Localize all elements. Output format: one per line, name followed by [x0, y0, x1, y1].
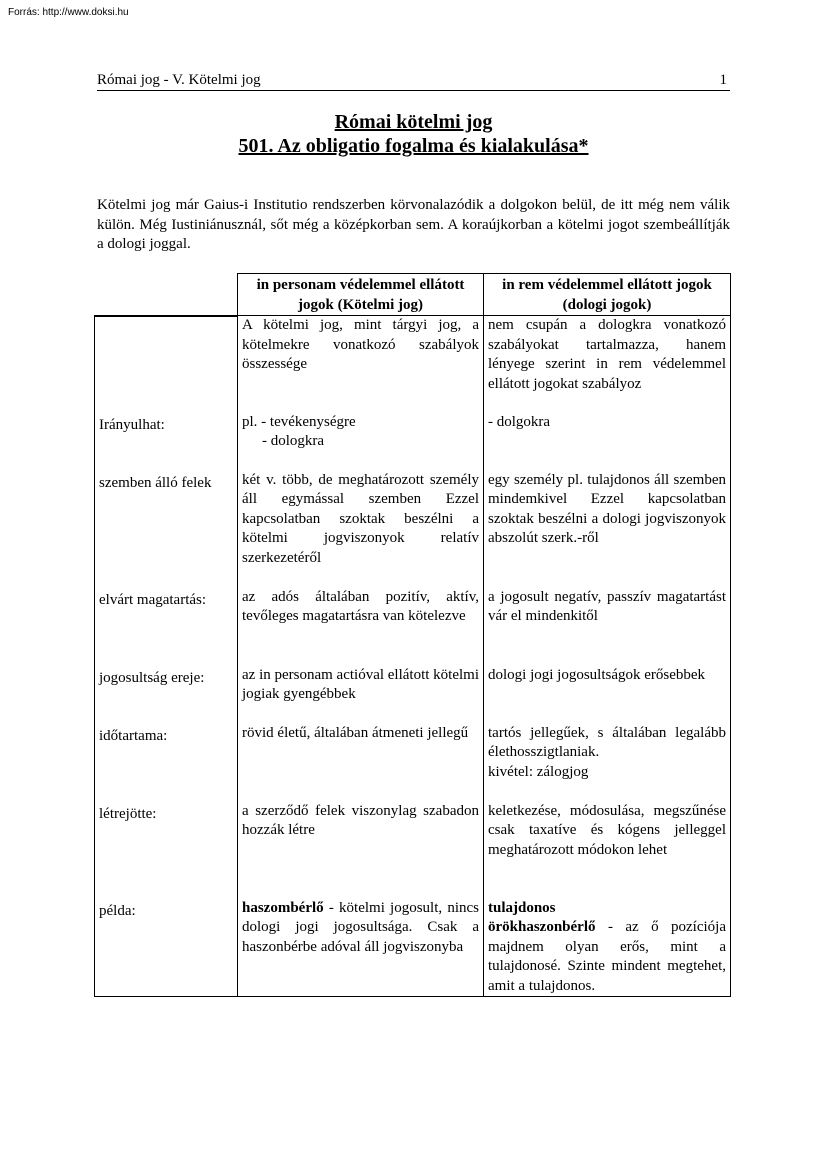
source-line: Forrás: http://www.doksi.hu — [8, 7, 129, 18]
cell-rem: a jogosult negatív, passzív magatartást vár el mindenkitől — [484, 588, 731, 666]
cell-rem: keletkezése, módosulása, megszűnése csak taxatíve és kógens jelleggel meghatározott módokon lehet — [484, 802, 731, 899]
row-label: időtartama: — [95, 724, 238, 802]
table-row — [95, 802, 731, 899]
cell-personam: az adós általában pozitív, aktív, tevőleges magatartásra van kötelezve — [238, 588, 484, 666]
title-line-1: Római kötelmi jog — [334, 111, 493, 133]
table-row — [95, 588, 731, 666]
title-line-2: 501. Az obligatio fogalma és kialakulása* — [238, 135, 589, 157]
row-label: Irányulhat: — [95, 413, 238, 471]
page-header — [97, 72, 730, 91]
row-label: szemben álló felek — [95, 471, 238, 588]
cell-personam-text: - kötelmi jogosult, nincs dologi jogi jogosultsága. Csak a haszonbérbe adóval áll jogviszonyba — [242, 899, 479, 955]
cell-rem: dologi jogi jogosultságok erősebbek — [484, 666, 731, 724]
row-label: jogosultság ereje: — [95, 666, 238, 724]
table-row — [95, 413, 731, 471]
table-row — [95, 471, 731, 588]
document-title — [97, 110, 730, 158]
cell-rem: nem csupán a dologkra vonatkozó szabályokat tartalmazza, hanem lényege szerint in rem védelemmel ellátott jogokat szabályoz — [484, 316, 731, 413]
cell-personam-line-2: - dologkra — [262, 433, 325, 449]
term-bold: örökhaszonbérlő — [488, 919, 596, 935]
cell-rem: egy személy pl. tulajdonos áll szemben mindemkivel Ezzel kapcsolatban szoktak beszélni a dologi jogviszonyok abszolút szerk.-ről — [484, 471, 731, 588]
table-row — [95, 724, 731, 802]
cell-personam: A kötelmi jog, mint tárgyi jog, a kötelmekre vonatkozó szabályok összessége — [238, 316, 484, 413]
table-row — [95, 666, 731, 724]
cell-personam-line-1: pl. - tevékenységre — [242, 413, 356, 430]
header-title: Római jog - V. Kötelmi jog — [97, 72, 261, 88]
cell-rem — [484, 724, 731, 802]
cell-rem-exception: kivétel: zálogjog — [488, 763, 589, 780]
row-label: példa: — [95, 899, 238, 997]
header-personam: in personam védelemmel ellátott jogok (Kötelmi jog) — [238, 274, 484, 316]
header-rem: in rem védelemmel ellátott jogok (dologi jogok) — [484, 274, 731, 316]
cell-rem-text: tartós jellegűek, s általában legalább élethosszigtlaniak. — [488, 724, 726, 760]
table-header-row — [95, 274, 731, 316]
empty-header-cell — [95, 274, 238, 316]
cell-personam: rövid életű, általában átmeneti jellegű — [238, 724, 484, 802]
cell-personam — [238, 899, 484, 997]
row-label: elvárt magatartás: — [95, 588, 238, 666]
table-row — [95, 899, 731, 997]
table-row — [95, 316, 731, 413]
cell-personam — [238, 413, 484, 471]
cell-rem — [484, 899, 731, 997]
page-number: 1 — [719, 72, 727, 88]
cell-personam: a szerződő felek viszonylag szabadon hozzák létre — [238, 802, 484, 899]
cell-personam: két v. több, de meghatározott személy áll egymással szemben Ezzel kapcsolatban szoktak beszélni a kötelmi jogviszonyok relatív szerkezetéről — [238, 471, 484, 588]
term-bold: haszombérlő — [242, 899, 324, 916]
comparison-table — [94, 273, 731, 997]
row-label: létrejötte: — [95, 802, 238, 899]
cell-rem: - dolgokra — [484, 413, 731, 471]
term-bold: tulajdonos — [488, 899, 556, 916]
cell-personam: az in personam actióval ellátott kötelmi jogiak gyengébbek — [238, 666, 484, 724]
row-label — [95, 316, 238, 413]
cell-rem-text: - az ő pozíciója majdnem olyan erős, mint a tulajdonosé. Szinte mindent megtehet, amit a tulajdonos. — [488, 919, 726, 994]
intro-paragraph: Kötelmi jog már Gaius-i Institutio rendszerben körvonalazódik a dolgokon belül, de itt még nem válik külön. Még Iustiniánusznál, sőt még a középkorban sem. A koraújkorban a kötelmi jogot szembeállítják a dologi joggal. — [97, 197, 730, 252]
